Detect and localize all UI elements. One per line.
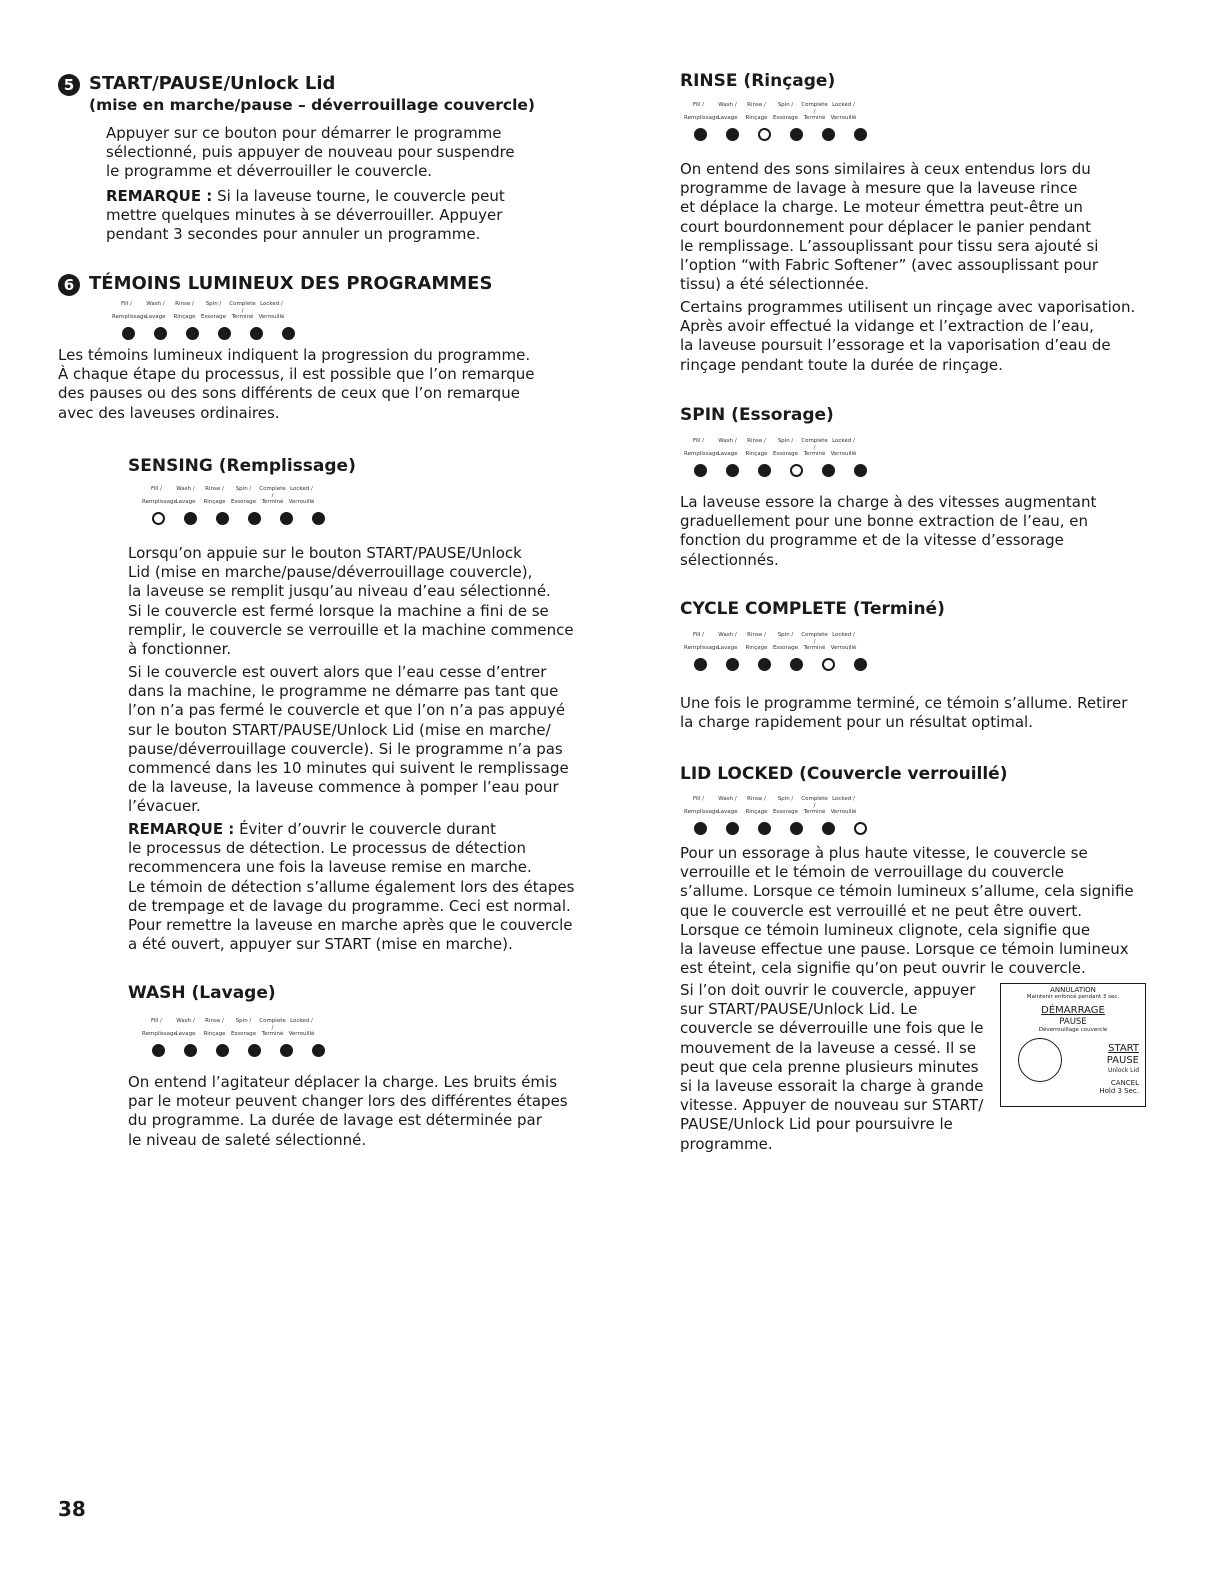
text-line: Si le couvercle est ouvert alors que l’eau cesse d’entrer <box>128 663 547 681</box>
panel-label: PAUSE <box>1059 1017 1087 1027</box>
text-line: de trempage et de lavage du programme. Ceci est normal. <box>128 896 571 915</box>
indicator-label: Remplissage <box>684 809 719 815</box>
text-line: programme de lavage à mesure que la laveuse rince <box>680 179 1078 198</box>
text-line: dans la machine, le programme ne démarre pas tant que <box>128 682 559 701</box>
indicator-light <box>184 512 197 525</box>
indicator-light <box>280 1044 293 1057</box>
indicator-light <box>312 1044 325 1057</box>
indicator-label: Complete / <box>229 301 256 314</box>
indicator-label: Verrouillé <box>830 451 857 457</box>
spin-description <box>680 493 1180 570</box>
indicator-label: Lavage <box>717 451 738 457</box>
indicator-light <box>854 658 867 671</box>
indicator-light <box>726 822 739 835</box>
indicator-label: Locked / <box>290 486 313 492</box>
text-line: a été ouvert, appuyer sur START (mise en marche). <box>128 935 513 954</box>
temoins-description <box>58 346 603 423</box>
indicator-labels-top <box>112 301 372 314</box>
indicator-label: Verrouillé <box>830 645 857 651</box>
indicator-label: Wash / <box>176 1018 195 1024</box>
text-line: l’on n’a pas fermé le couvercle et que l’on n’a pas appuyé <box>128 701 566 720</box>
rinse-paragraph-1 <box>680 160 1180 294</box>
text-line: sélectionné, puis appuyer de nouveau pour suspendre <box>106 143 515 162</box>
text-line: programme. <box>680 1134 773 1153</box>
text-line: Les témoins lumineux indiquent la progression du programme. <box>58 346 531 364</box>
text-line: Si le couvercle est fermé lorsque la machine a fini de se <box>128 601 549 620</box>
indicator-label: Verrouillé <box>830 115 857 121</box>
text-line: tissu) a été sélectionnée. <box>680 275 870 294</box>
panel-label: CANCEL <box>1110 1079 1139 1087</box>
indicator-label: Complete / <box>801 438 828 451</box>
indicator-label: Rinse / <box>205 486 224 492</box>
text-line: la laveuse effectue une pause. Lorsque ce témoin lumineux <box>680 940 1129 959</box>
indicator-label: Terminé <box>803 809 826 815</box>
indicator-label: Remplissage <box>142 1031 177 1037</box>
indicator-label: Remplissage <box>112 314 147 320</box>
status-indicator-wash <box>142 1018 402 1057</box>
indicator-light-lit <box>758 128 771 141</box>
indicator-label: Complete / <box>801 796 828 809</box>
indicator-light-lit <box>790 464 803 477</box>
text-line: À chaque étape du processus, il est possible que l’on remarque <box>58 365 535 384</box>
indicator-label: Locked / <box>832 796 855 802</box>
panel-label: PAUSE <box>1106 1055 1139 1066</box>
indicator-label: Spin / <box>235 1018 252 1024</box>
text-line: rinçage pendant toute la durée de rinçage. <box>680 355 1003 374</box>
indicator-label: Locked / <box>832 102 855 108</box>
indicator-light <box>822 464 835 477</box>
text-line: Le témoin de détection s’allume également lors des étapes <box>128 877 575 896</box>
indicator-light <box>122 327 135 340</box>
indicator-light <box>216 512 229 525</box>
indicator-label: Remplissage <box>684 451 719 457</box>
indicator-light <box>758 822 771 835</box>
section-title: TÉMOINS LUMINEUX DES PROGRAMMES <box>89 273 493 294</box>
text-line: graduellement pour une bonne extraction de l’eau, en <box>680 512 1089 531</box>
text-line: l’option “with Fabric Softener” (avec assouplissant pour <box>680 256 1099 275</box>
text-line: le remplissage. L’assouplissant pour tissu sera ajouté si <box>680 236 1099 255</box>
text-line: est éteint, cela signifie qu’on peut ouvrir le couvercle. <box>680 959 1086 978</box>
indicator-light-lit <box>152 512 165 525</box>
indicator-label: Lavage <box>717 809 738 815</box>
indicator-light <box>758 464 771 477</box>
indicator-label: Wash / <box>718 796 737 802</box>
indicator-label: Rinçage <box>203 1031 226 1037</box>
indicator-light <box>186 327 199 340</box>
text-line: commencé dans les 10 minutes qui suivent le remplissage <box>128 759 569 778</box>
text-line: à fonctionner. <box>128 640 232 659</box>
indicator-label: Fill / <box>693 102 704 108</box>
text-line: PAUSE/Unlock Lid pour poursuivre le <box>680 1115 953 1134</box>
indicator-label: Rinçage <box>745 809 768 815</box>
text-line: Pour un essorage à plus haute vitesse, le couvercle se <box>680 844 1088 862</box>
indicator-label: Rinse / <box>175 301 194 307</box>
indicator-label: Essorage <box>230 1031 257 1037</box>
lid-locked-heading: LID LOCKED (Couvercle verrouillé) <box>680 764 1008 784</box>
status-indicator-all-off <box>112 301 372 340</box>
text-line: du programme. La durée de lavage est déterminée par <box>128 1111 542 1130</box>
text-line: la laveuse poursuit l’essorage et la vaporisation d’eau de <box>680 336 1111 355</box>
indicator-label: Essorage <box>772 115 799 121</box>
panel-label: Déverrouillage couvercle <box>1038 1027 1108 1033</box>
indicator-label: Fill / <box>693 632 704 638</box>
indicator-label: Terminé <box>803 645 826 651</box>
indicator-label: Rinse / <box>747 632 766 638</box>
indicator-label: Terminé <box>261 499 284 505</box>
indicator-light <box>854 464 867 477</box>
text-line: peut que cela prenne plusieurs minutes <box>680 1057 979 1076</box>
text-line: couvercle se déverrouille une fois que le <box>680 1019 984 1038</box>
text-line: fonction du programme et de la vitesse d’essorage <box>680 531 1064 550</box>
indicator-light <box>822 128 835 141</box>
indicator-light <box>694 464 707 477</box>
indicator-light <box>854 128 867 141</box>
indicator-light <box>790 128 803 141</box>
indicator-label: Terminé <box>803 115 826 121</box>
status-indicator-locked <box>684 796 944 835</box>
lid-locked-paragraph-2 <box>680 981 995 1154</box>
indicator-light <box>726 128 739 141</box>
text-line: Lorsque ce témoin lumineux clignote, cela signifie que <box>680 920 1091 939</box>
indicator-label: Wash / <box>718 102 737 108</box>
start-pause-knob-icon <box>1018 1038 1062 1082</box>
indicator-label: Spin / <box>235 486 252 492</box>
indicator-label: Rinse / <box>747 796 766 802</box>
indicator-labels-bottom <box>112 314 372 321</box>
indicator-light <box>154 327 167 340</box>
section-number-badge: 5 <box>58 74 80 96</box>
status-indicator-rinse <box>684 102 944 141</box>
text-line: Une fois le programme terminé, ce témoin s’allume. Retirer <box>680 694 1128 712</box>
indicator-label: Spin / <box>777 438 794 444</box>
indicator-light <box>758 658 771 671</box>
sensing-paragraph-2 <box>128 663 603 817</box>
indicator-label: Fill / <box>693 796 704 802</box>
sensing-heading: SENSING (Remplissage) <box>128 456 356 476</box>
note-label: REMARQUE : <box>106 187 213 205</box>
indicator-light <box>726 658 739 671</box>
indicator-label: Rinçage <box>745 451 768 457</box>
text-line: court bourdonnement pour déplacer le panier pendant <box>680 217 1092 236</box>
indicator-light <box>726 464 739 477</box>
text-line: le niveau de saleté sélectionné. <box>128 1130 367 1149</box>
indicator-label: Wash / <box>176 486 195 492</box>
text-line: et déplace la charge. Le moteur émettra peut-être un <box>680 198 1083 217</box>
spin-heading: SPIN (Essorage) <box>680 405 834 425</box>
section-5-heading <box>58 73 535 115</box>
indicator-label: Spin / <box>777 796 794 802</box>
indicator-label: Remplissage <box>684 115 719 121</box>
text-line: recommencera une fois la laveuse remise en marche. <box>128 858 532 877</box>
panel-label: Unlock Lid <box>1107 1067 1139 1074</box>
text-line: remplir, le couvercle se verrouille et la machine commence <box>128 620 574 639</box>
indicator-light <box>790 822 803 835</box>
indicator-light <box>248 512 261 525</box>
indicator-label: Complete / <box>801 102 828 115</box>
sensing-paragraph-1 <box>128 544 603 659</box>
status-indicator-spin <box>684 438 944 477</box>
indicator-label: Locked / <box>260 301 283 307</box>
indicator-label: Locked / <box>832 632 855 638</box>
indicator-label: Verrouillé <box>258 314 285 320</box>
indicator-label: Terminé <box>261 1031 284 1037</box>
text-line: s’allume. Lorsque ce témoin lumineux s’allume, cela signifie <box>680 882 1134 901</box>
text-line: On entend des sons similaires à ceux entendus lors du <box>680 160 1091 178</box>
text-line: Lid (mise en marche/pause/déverrouillage couvercle), <box>128 563 533 582</box>
text-line: Pour remettre la laveuse en marche après que le couvercle <box>128 916 573 935</box>
indicator-label: Rinse / <box>747 438 766 444</box>
text-line: pause/déverrouillage couvercle). Si le programme n’a pas <box>128 739 563 758</box>
indicator-light <box>312 512 325 525</box>
text-line: de la laveuse, la laveuse commence à pomper l’eau pour <box>128 778 559 797</box>
status-indicator-sensing <box>142 486 402 525</box>
text-line: Lorsqu’on appuie sur le bouton START/PAUSE/Unlock <box>128 544 522 562</box>
indicator-label: Fill / <box>693 438 704 444</box>
cycle-complete-description <box>680 694 1180 732</box>
note-label: REMARQUE : <box>128 820 235 838</box>
text-line: si la laveuse essorait la charge à grande <box>680 1077 984 1096</box>
indicator-light-lit <box>822 658 835 671</box>
text-line: verrouille et le témoin de verrouillage du couvercle <box>680 863 1064 882</box>
text-line: l’évacuer. <box>128 797 201 816</box>
wash-description <box>128 1073 603 1150</box>
indicator-light <box>216 1044 229 1057</box>
rinse-heading: RINSE (Rinçage) <box>680 71 836 91</box>
text-line: mettre quelques minutes à se déverrouiller. Appuyer <box>106 206 503 225</box>
indicator-label: Spin / <box>777 632 794 638</box>
wash-heading: WASH (Lavage) <box>128 983 276 1003</box>
indicator-label: Wash / <box>718 438 737 444</box>
indicator-label: Essorage <box>772 809 799 815</box>
indicator-label: Wash / <box>146 301 165 307</box>
lid-locked-paragraph-1 <box>680 844 1180 978</box>
text-line: sélectionnés. <box>680 550 779 569</box>
text-line: avec des laveuses ordinaires. <box>58 403 280 422</box>
text-line: sur le bouton START/PAUSE/Unlock Lid (mise en marche/ <box>128 720 551 739</box>
indicator-label: Lavage <box>145 314 166 320</box>
indicator-label: Complete / <box>259 486 286 499</box>
indicator-label: Rinçage <box>745 645 768 651</box>
indicator-label: Essorage <box>772 645 799 651</box>
sensing-note <box>128 820 603 954</box>
section-title: START/PAUSE/Unlock Lid <box>89 73 336 94</box>
indicator-label: Lavage <box>717 115 738 121</box>
indicator-light <box>822 822 835 835</box>
panel-label: Maintenir enfoncé pendant 3 sec. <box>1026 994 1120 1000</box>
indicator-label: Spin / <box>777 102 794 108</box>
text-line: par le moteur peuvent changer lors des différentes étapes <box>128 1092 568 1111</box>
indicator-label: Terminé <box>231 314 254 320</box>
section-subtitle: (mise en marche/pause – déverrouillage couvercle) <box>89 96 535 114</box>
text-line: pendant 3 secondes pour annuler un programme. <box>106 225 481 244</box>
indicator-label: Rinçage <box>173 314 196 320</box>
panel-label: START <box>1108 1043 1139 1054</box>
indicator-label: Locked / <box>290 1018 313 1024</box>
page-number: 38 <box>58 1497 86 1521</box>
text-line: On entend l’agitateur déplacer la charge. Les bruits émis <box>128 1073 558 1091</box>
text-line: des pauses ou des sons différents de ceux que l’on remarque <box>58 384 520 403</box>
panel-label: ANNULATION <box>1050 986 1096 994</box>
text-line: sur START/PAUSE/Unlock Lid. Le <box>680 1000 918 1019</box>
indicator-label: Rinçage <box>745 115 768 121</box>
indicator-label: Verrouillé <box>288 1031 315 1037</box>
indicator-label: Lavage <box>175 499 196 505</box>
indicator-light <box>218 327 231 340</box>
text-line: Certains programmes utilisent un rinçage avec vaporisation. <box>680 298 1136 316</box>
indicator-label: Essorage <box>772 451 799 457</box>
text-line: que le couvercle est verrouillé et ne peut être ouvert. <box>680 901 1083 920</box>
indicator-label: Fill / <box>121 301 132 307</box>
indicator-light <box>694 128 707 141</box>
text-line: Si la laveuse tourne, le couvercle peut <box>212 187 505 205</box>
indicator-label: Essorage <box>230 499 257 505</box>
indicator-light <box>250 327 263 340</box>
indicator-label: Remplissage <box>142 499 177 505</box>
text-line: Éviter d’ouvrir le couvercle durant <box>234 820 496 838</box>
indicator-label: Verrouillé <box>288 499 315 505</box>
indicator-light <box>694 822 707 835</box>
text-line: Appuyer sur ce bouton pour démarrer le programme <box>106 124 502 142</box>
indicator-label: Lavage <box>717 645 738 651</box>
text-line: La laveuse essore la charge à des vitesses augmentant <box>680 493 1097 511</box>
indicator-label: Lavage <box>175 1031 196 1037</box>
start-description <box>106 124 606 182</box>
indicator-label: Spin / <box>205 301 222 307</box>
text-line: la charge rapidement pour un résultat optimal. <box>680 713 1033 732</box>
indicator-light <box>694 658 707 671</box>
indicator-light <box>282 327 295 340</box>
section-6-heading <box>58 273 492 296</box>
cycle-complete-heading: CYCLE COMPLETE (Terminé) <box>680 599 945 619</box>
indicator-light <box>184 1044 197 1057</box>
indicator-light <box>790 658 803 671</box>
text-line: mouvement de la laveuse a cessé. Il se <box>680 1038 977 1057</box>
start-pause-button-illustration <box>1000 983 1146 1107</box>
indicator-label: Complete / <box>801 632 828 645</box>
indicator-label: Essorage <box>200 314 227 320</box>
indicator-light <box>152 1044 165 1057</box>
indicator-label: Rinçage <box>203 499 226 505</box>
indicator-label: Locked / <box>832 438 855 444</box>
text-line: Si l’on doit ouvrir le couvercle, appuyer <box>680 981 976 999</box>
text-line: la laveuse se remplit jusqu’au niveau d’eau sélectionné. <box>128 582 551 601</box>
indicator-label: Verrouillé <box>830 809 857 815</box>
panel-label: Hold 3 Sec. <box>1099 1087 1139 1095</box>
start-note <box>106 187 606 245</box>
status-indicator-complete <box>684 632 944 671</box>
indicator-label: Rinse / <box>205 1018 224 1024</box>
indicator-label: Fill / <box>151 1018 162 1024</box>
indicator-label: Remplissage <box>684 645 719 651</box>
indicator-light <box>280 512 293 525</box>
text-line: Après avoir effectué la vidange et l’extraction de l’eau, <box>680 317 1094 336</box>
indicator-label: Rinse / <box>747 102 766 108</box>
indicator-label: Wash / <box>718 632 737 638</box>
indicator-light-lit <box>854 822 867 835</box>
indicator-light <box>248 1044 261 1057</box>
text-line: le processus de détection. Le processus de détection <box>128 839 526 858</box>
indicator-label: Terminé <box>803 451 826 457</box>
section-number-badge: 6 <box>58 274 80 296</box>
rinse-paragraph-2 <box>680 298 1180 375</box>
indicator-label: Complete / <box>259 1018 286 1031</box>
text-line: le programme et déverrouiller le couvercle. <box>106 162 433 181</box>
text-line: vitesse. Appuyer de nouveau sur START/ <box>680 1096 984 1115</box>
indicator-label: Fill / <box>151 486 162 492</box>
panel-label: DÉMARRAGE <box>1041 1005 1105 1016</box>
